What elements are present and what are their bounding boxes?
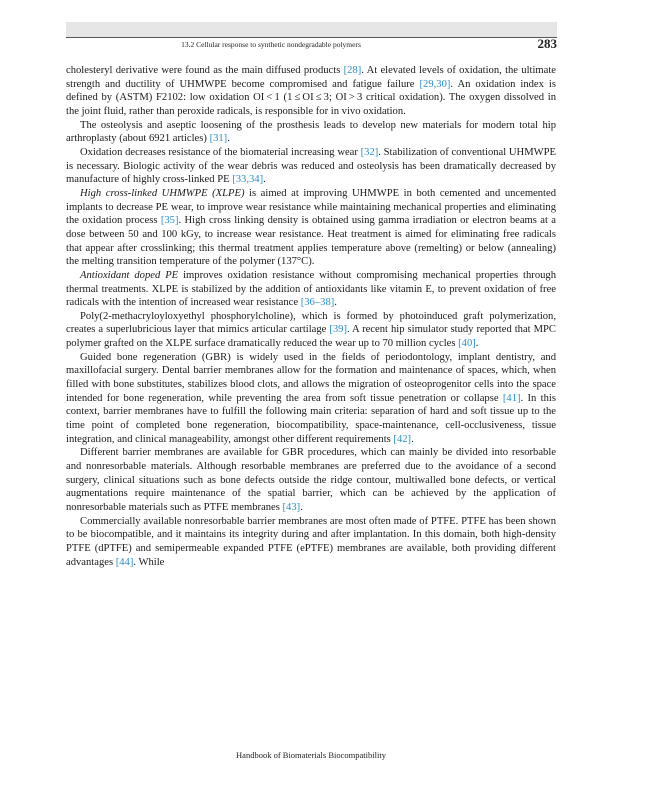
paragraph-text: Poly(2-methacryloyloxyethyl phosphorylcholine), which is formed by photoinduced graft polymerization, creates a superlubricious layer that mimics articular cartilage	[66, 310, 556, 336]
paragraph	[66, 269, 556, 310]
paragraph	[66, 515, 556, 570]
paragraph-text: . At elevated levels of oxidation, the ultimate strength and ductility of UHMWPE become compromised and fatigue failure	[66, 65, 556, 90]
paragraph	[66, 64, 556, 119]
paragraph-text: . In this context, barrier membranes have to fulfill the following main criteria: separation of hard and soft tissue up to the time point of completed bone regeneration, biocompatibility, space-maintenance, cell-occlusiveness, tissue integration, and clinical manageability, amongst other different requirements	[66, 392, 556, 445]
citation-link[interactable]: [28]	[343, 65, 362, 76]
page-number: 283	[537, 36, 557, 51]
italic-term: Antioxidant doped PE	[80, 269, 179, 281]
citation-link[interactable]: [44]	[115, 556, 134, 568]
citation-link[interactable]: [42]	[393, 433, 412, 445]
paragraph-text: . Stabilization of conventional UHMWPE is necessary. Biologic activity of the wear debris was reduced and osteolysis has been dramatically decreased by manufacture of highly cross-linked PE	[66, 146, 556, 186]
italic-term: High cross-linked UHMWPE (XLPE)	[80, 187, 245, 199]
paragraph-text: .	[300, 502, 303, 513]
paragraph-text: . An oxidation index is defined by (ASTM) F2102: low oxidation OI < 1 (1 ≤ OI ≤ 3; OI > 3 critical oxidation). The oxygen dissolved in the joint fluid, rather than peroxide radicals, is responsible for in vivo oxidation.	[66, 78, 556, 117]
citation-link[interactable]: [29,30]	[419, 78, 451, 90]
paragraph-text: .	[263, 174, 266, 186]
citation-link[interactable]: [31]	[209, 133, 228, 145]
paragraph	[66, 146, 556, 187]
paragraph	[66, 351, 556, 447]
citation-link[interactable]: [43]	[282, 502, 301, 513]
paragraph-text: . High cross linking density is obtained using gamma irradiation or electron beams at a dose between 50 and 100 kGy, to increase wear resistance. Heat treatment is aimed for eliminating free radicals that appear after crosslinking; this thermal treatment applies temperature above (remelting) or below (annealing) the melting transition temperature of the polymer (137°C).	[66, 215, 556, 268]
citation-link[interactable]: [39]	[329, 324, 347, 336]
paragraph-text: is aimed at improving UHMWPE in both cemented and uncemented implants to decrease PE wear, to improve wear resistance while maintaining mechanical properties and eliminating the oxidation process	[66, 187, 556, 227]
paragraph-text: improves oxidation resistance without compromising mechanical properties through thermal treatments. XLPE is stabilized by the addition of antioxidants like vitamin E, to prevent oxidation of free radicals with the intention of increased wear resistance	[66, 269, 557, 309]
running-head: 13.2 Cellular response to synthetic nondegradable polymers	[181, 40, 361, 49]
paragraph-text: .	[334, 297, 337, 309]
citation-link[interactable]: [33,34]	[232, 174, 264, 186]
header-rule	[66, 37, 557, 38]
paragraph-text: cholesteryl derivative were found as the main diffused products	[66, 65, 344, 76]
body-text	[66, 64, 556, 569]
citation-link[interactable]: [35]	[160, 215, 179, 227]
paragraph	[66, 119, 556, 146]
paragraph-text: . A recent hip simulator study reported that MPC polymer grafted on the XLPE surface dramatically reduced the wear up to 70 million cycles	[66, 324, 556, 350]
paragraph-text: Different barrier membranes are available for GBR procedures, which can mainly be divided into resorbable and nonresorbable materials. Although resorbable membranes are preferred due to the avoidance of a second surgery, clinical situations such as bone defects outside the ridge contour, multiwalled bone defects, or vertical augmentations require maintenance of the spatial barrier, which can be achieved by the application of nonresorbable materials such as PTFE membranes	[66, 447, 556, 513]
paragraph-text: Oxidation decreases resistance of the biomaterial increasing wear	[80, 146, 361, 158]
citation-link[interactable]: [40]	[458, 338, 476, 350]
citation-link[interactable]: [32]	[360, 146, 379, 158]
paragraph-text: . While	[133, 556, 165, 568]
paragraph-text: .	[227, 133, 230, 145]
paragraph-text: Guided bone regeneration (GBR) is widely used in the fields of periodontology, implant dentistry, and maxillofacial surgery. Dental barrier membranes allow for the formation and maintenance of spaces, which, when filled with bone substitutes, stabilizes blood clots, and allows the migration of osteoprogenitor cells into the space intended for bone regeneration, while preventing the area from soft tissue penetration or collapse	[66, 351, 556, 404]
paragraph	[66, 446, 556, 514]
citation-link[interactable]: [36–38]	[300, 297, 335, 309]
header-bar	[66, 22, 557, 37]
paragraph-text: .	[475, 338, 479, 350]
footer-book-title: Handbook of Biomaterials Biocompatibility	[236, 750, 386, 760]
paragraph	[66, 310, 556, 351]
paragraph-text: Commercially available nonresorbable barrier membranes are most often made of PTFE. PTFE has been shown to be biocompatible, and it maintains its integrity during and after implantation. In this domain, both high-density PTFE (dPTFE) and semipermeable expanded PTFE (ePTFE) membranes are available, both providing different advantages	[66, 515, 556, 568]
citation-link[interactable]: [41]	[502, 392, 521, 404]
paragraph-text: The osteolysis and aseptic loosening of the prosthesis leads to develop new materials for modern total hip arthroplasty (about 6921 articles)	[66, 119, 556, 145]
paragraph	[66, 187, 556, 269]
paragraph-text: .	[411, 433, 414, 445]
